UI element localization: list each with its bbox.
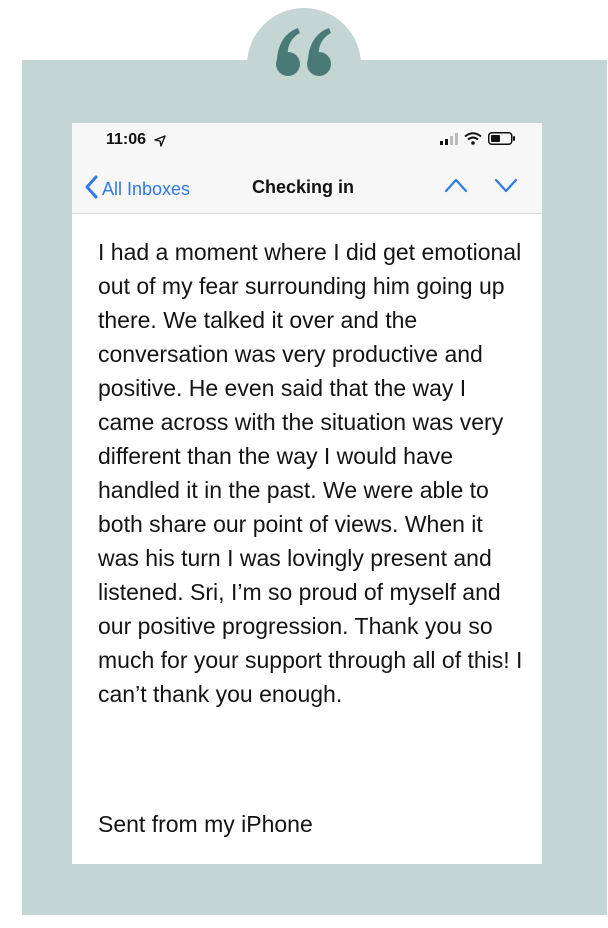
phone-screen — [72, 123, 542, 864]
battery-icon — [488, 132, 516, 150]
message-body: I had a moment where I did get emotional out of my fear surrounding him going up there. We talked it over and the conversation was very productive and positive. He even said that the way I came across with the situation was very different than the way I would have handled it in the past. We were able to both share our point of views. When it was his turn I was lovingly present and listened. Sri, I’m so proud of myself and our positive progression. Thank you so much for your support through all of this! I can’t thank you enough. — [98, 239, 523, 707]
chevron-up-icon[interactable] — [444, 177, 468, 198]
wifi-icon — [464, 132, 482, 150]
nav-bar — [72, 163, 542, 214]
back-button[interactable] — [84, 175, 190, 204]
message-navigation — [444, 177, 518, 198]
status-bar — [72, 123, 542, 163]
quote-icon — [247, 24, 361, 84]
status-time: 11:06 — [106, 131, 147, 148]
message-signature: Sent from my iPhone — [98, 811, 313, 837]
back-button-label: All Inboxes — [102, 179, 191, 199]
chevron-down-icon[interactable] — [494, 177, 518, 198]
cellular-signal-icon — [440, 132, 458, 150]
chevron-left-icon — [84, 175, 98, 204]
location-arrow-icon — [154, 134, 166, 152]
message-subject-title: Checking in — [252, 177, 355, 197]
